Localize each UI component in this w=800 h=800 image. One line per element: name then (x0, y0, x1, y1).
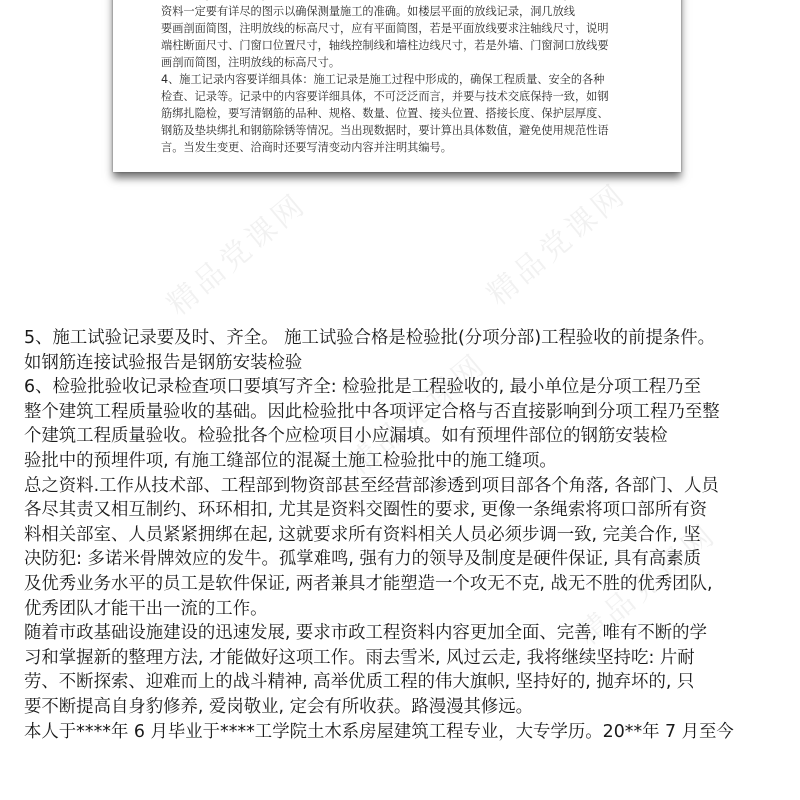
doc-line: 端柱断面尺寸、门窗口位置尺寸，轴线控制线和墙柱边线尺寸，若是外墙、门窗洞口放线要 (161, 39, 609, 52)
doc-line: 要画剖面简图，注明放线的标高尺寸，应有平面简图，若是平面放线要求注轴线尺寸，说明 (161, 22, 609, 35)
body-line: 验批中的预埋件项, 有施工缝部位的混凝土施工检验批中的施工缝项。 (24, 450, 557, 471)
body-line: 5、施工试验记录要及时、齐全。 施工试验合格是检验批(分项分部)工程验收的前提条件。 (24, 328, 716, 348)
body-line: 整个建筑工程质量验收的基础。因此检验批中各项评定合格与否直接影响到分项工程乃至整 (24, 401, 720, 422)
body-line: 各尽其责又相互制约、环环相扣, 尤其是资料交圈性的要求, 更像一条绳索将项口部所有资 (24, 500, 707, 521)
body-line: 劳、不断探索、迎难而上的战斗精神, 高举优质工程的伟大旗帜, 坚持好的, 抛弃坏的, 只 (24, 672, 695, 693)
body-line: 习和掌握新的整理方法, 才能做好这项工作。雨去雪米, 风过云走, 我将继续坚持吃: 片耐 (24, 647, 695, 668)
watermark: 精品党课网 (160, 186, 314, 323)
watermark: 精品党课网 (480, 176, 634, 313)
body-line: 随着市政基础设施建设的迅速发展, 要求市政工程资料内容更加全面、完善, 唯有不断的学 (24, 623, 707, 644)
body-line: 个建筑工程质量验收。检验批各个应检项目小应漏填。如有预埋件部位的钢筋安装检 (24, 426, 668, 447)
doc-line: 画剖而简图，注明放线的标高尺寸。 (161, 56, 341, 69)
body-line: 如钢筋连接试验报告是钢筋安装检验 (24, 352, 303, 373)
body-line: 料相关部室、人员紧紧拥绑在起, 这就要求所有资料相关人员必须步调一致, 完美合作, 坚 (24, 524, 701, 545)
body-line: 本人于****年 6 月毕业于****工学院土木系房屋建筑工程专业，大专学历。20**年 7 月至今 (24, 721, 734, 742)
watermark: 精品党课网 (570, 516, 724, 653)
doc-line: 4、施工记录内容要详细具体：施工记录是施工过程中形成的，确保工程质量、安全的各种 (161, 73, 605, 86)
body-line: 6、检验批验收记录检查项口要填写齐全: 检验批是工程验收的, 最小单位是分项工程乃至 (24, 377, 701, 398)
doc-line: 言。当发生变更、洽商时还要写清变动内容并注明其编号。 (161, 141, 452, 154)
main-body-text (24, 326, 794, 744)
doc-line: 筋绑扎隐检，要写清钢筋的品种、规格、数量、位置、接头位置、搭接长度、保护层厚度、 (161, 107, 609, 120)
body-line: 总之资料.工作从技术部、工程部到物资部甚至经营部渗透到项目部各个角落, 各部门、人员 (24, 475, 719, 496)
scanned-document-text (161, 0, 671, 156)
body-line: 决防犯: 多诺米骨牌效应的发牛。孤掌难鸣, 强有力的领导及制度是硬件保证, 具有高素质 (24, 549, 701, 570)
watermark: 精品党课网 (340, 346, 494, 483)
scanned-document-card (113, 0, 681, 172)
body-line: 及优秀业务水平的员工是软件保证, 两者兼具才能塑造一个攻无不克, 战无不胜的优秀团队, (24, 573, 713, 594)
body-line: 优秀团队才能干出一流的工作。 (24, 598, 268, 619)
doc-line: 资料一定要有详尽的图示以确保测量施工的准确。如楼层平面的放线记录，洞几放线 (161, 5, 575, 18)
body-line: 要不断提高自身豹修养, 爱岗敬业, 定会有所收获。路漫漫其修远。 (24, 696, 534, 717)
doc-line: 检查、记录等。记录中的内容要详细具体，不可泛泛而言，并要与技术交底保持一致，如钢 (161, 90, 609, 103)
doc-line: 钢筋及垫块绑扎和钢筋除锈等情况。当出现数据时，要计算出具体数值，避免使用规范性语 (161, 124, 609, 137)
